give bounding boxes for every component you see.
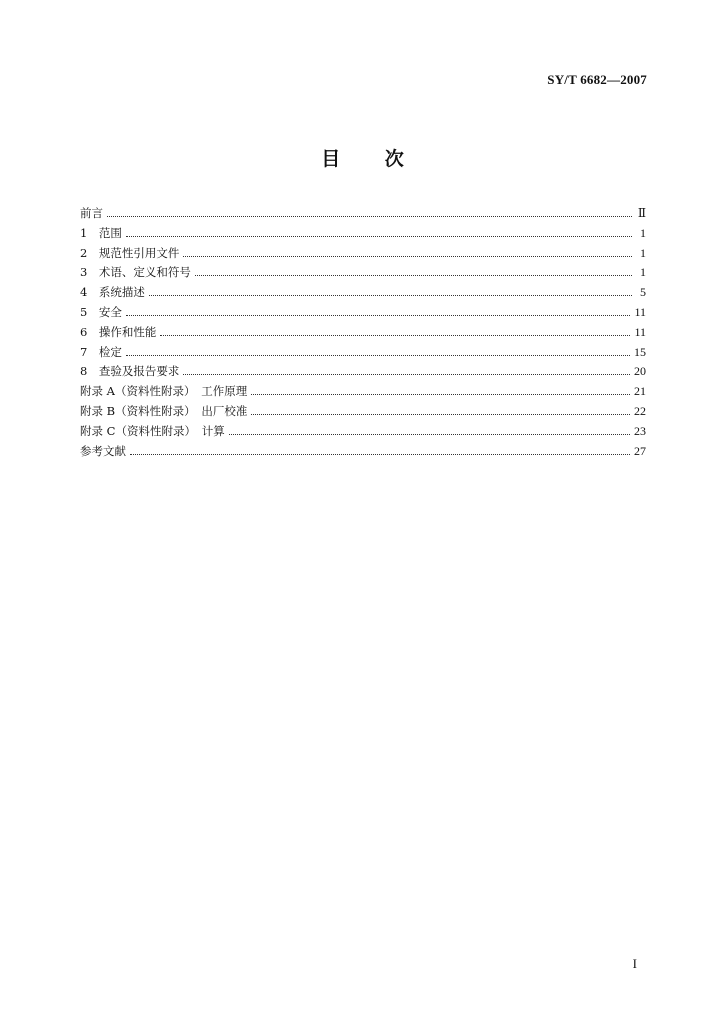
toc-entry[interactable] bbox=[80, 362, 646, 382]
toc-entry[interactable] bbox=[80, 224, 646, 244]
toc-dot-leader bbox=[229, 434, 630, 435]
toc-entry-page: 23 bbox=[634, 423, 646, 438]
toc-dot-leader bbox=[160, 335, 630, 336]
toc-entry-page: 22 bbox=[634, 403, 646, 418]
toc-entry-label: 3 术语、定义和符号 bbox=[80, 265, 191, 280]
toc-entry[interactable] bbox=[80, 204, 646, 224]
toc-entry[interactable] bbox=[80, 323, 646, 343]
toc-entry-page: 1 bbox=[640, 225, 646, 240]
toc-dot-leader bbox=[126, 355, 630, 356]
toc-entry-page: 21 bbox=[634, 384, 646, 399]
toc-entry-label: 2 规范性引用文件 bbox=[80, 245, 180, 260]
toc-entry-page: 15 bbox=[634, 344, 646, 359]
toc-entry-label: 附录 A（资料性附录） 工作原理 bbox=[80, 384, 248, 399]
toc-dot-leader bbox=[126, 315, 631, 316]
toc-entry-label: 参考文献 bbox=[80, 443, 126, 458]
toc-dot-leader bbox=[251, 394, 630, 395]
toc-entry-label: 前言 bbox=[80, 206, 103, 220]
toc-dot-leader bbox=[251, 414, 630, 415]
toc-entry[interactable] bbox=[80, 442, 646, 462]
page-number: I bbox=[632, 956, 637, 971]
toc-entry[interactable] bbox=[80, 422, 646, 442]
toc-entry-label: 4 系统描述 bbox=[80, 285, 145, 300]
document-code: SY/T 6682—2007 bbox=[547, 72, 647, 87]
toc-entry-page: 1 bbox=[640, 265, 646, 280]
toc-entry[interactable] bbox=[80, 402, 646, 422]
table-of-contents bbox=[80, 204, 646, 461]
toc-entry[interactable] bbox=[80, 244, 646, 264]
toc-entry[interactable] bbox=[80, 283, 646, 303]
toc-entry-page: 11 bbox=[634, 324, 646, 339]
toc-entry-label: 1 范围 bbox=[80, 225, 122, 240]
toc-entry[interactable] bbox=[80, 382, 646, 402]
toc-dot-leader bbox=[183, 374, 630, 375]
toc-entry[interactable] bbox=[80, 303, 646, 323]
toc-entry-label: 附录 C（资料性附录） 计算 bbox=[80, 423, 225, 438]
toc-dot-leader bbox=[149, 295, 632, 296]
toc-entry-page: 11 bbox=[634, 304, 646, 319]
toc-dot-leader bbox=[183, 256, 632, 257]
toc-entry[interactable] bbox=[80, 263, 646, 283]
toc-dot-leader bbox=[107, 216, 632, 217]
toc-entry-label: 8 查验及报告要求 bbox=[80, 364, 180, 379]
toc-entry-label: 7 检定 bbox=[80, 344, 122, 359]
toc-dot-leader bbox=[130, 454, 630, 455]
toc-title: 目 次 bbox=[321, 148, 404, 170]
toc-entry-label: 6 操作和性能 bbox=[80, 324, 157, 339]
toc-entry-page: 27 bbox=[634, 443, 646, 458]
toc-entry-label: 5 安全 bbox=[80, 304, 122, 319]
toc-entry-page: 5 bbox=[640, 285, 646, 300]
toc-entry-page: 1 bbox=[640, 245, 646, 260]
toc-entry-page: 20 bbox=[634, 364, 646, 379]
toc-entry[interactable] bbox=[80, 343, 646, 363]
toc-entry-label: 附录 B（资料性附录） 出厂校准 bbox=[80, 403, 248, 418]
toc-dot-leader bbox=[195, 275, 632, 276]
toc-dot-leader bbox=[126, 236, 632, 237]
toc-entry-page: Ⅱ bbox=[637, 206, 646, 220]
